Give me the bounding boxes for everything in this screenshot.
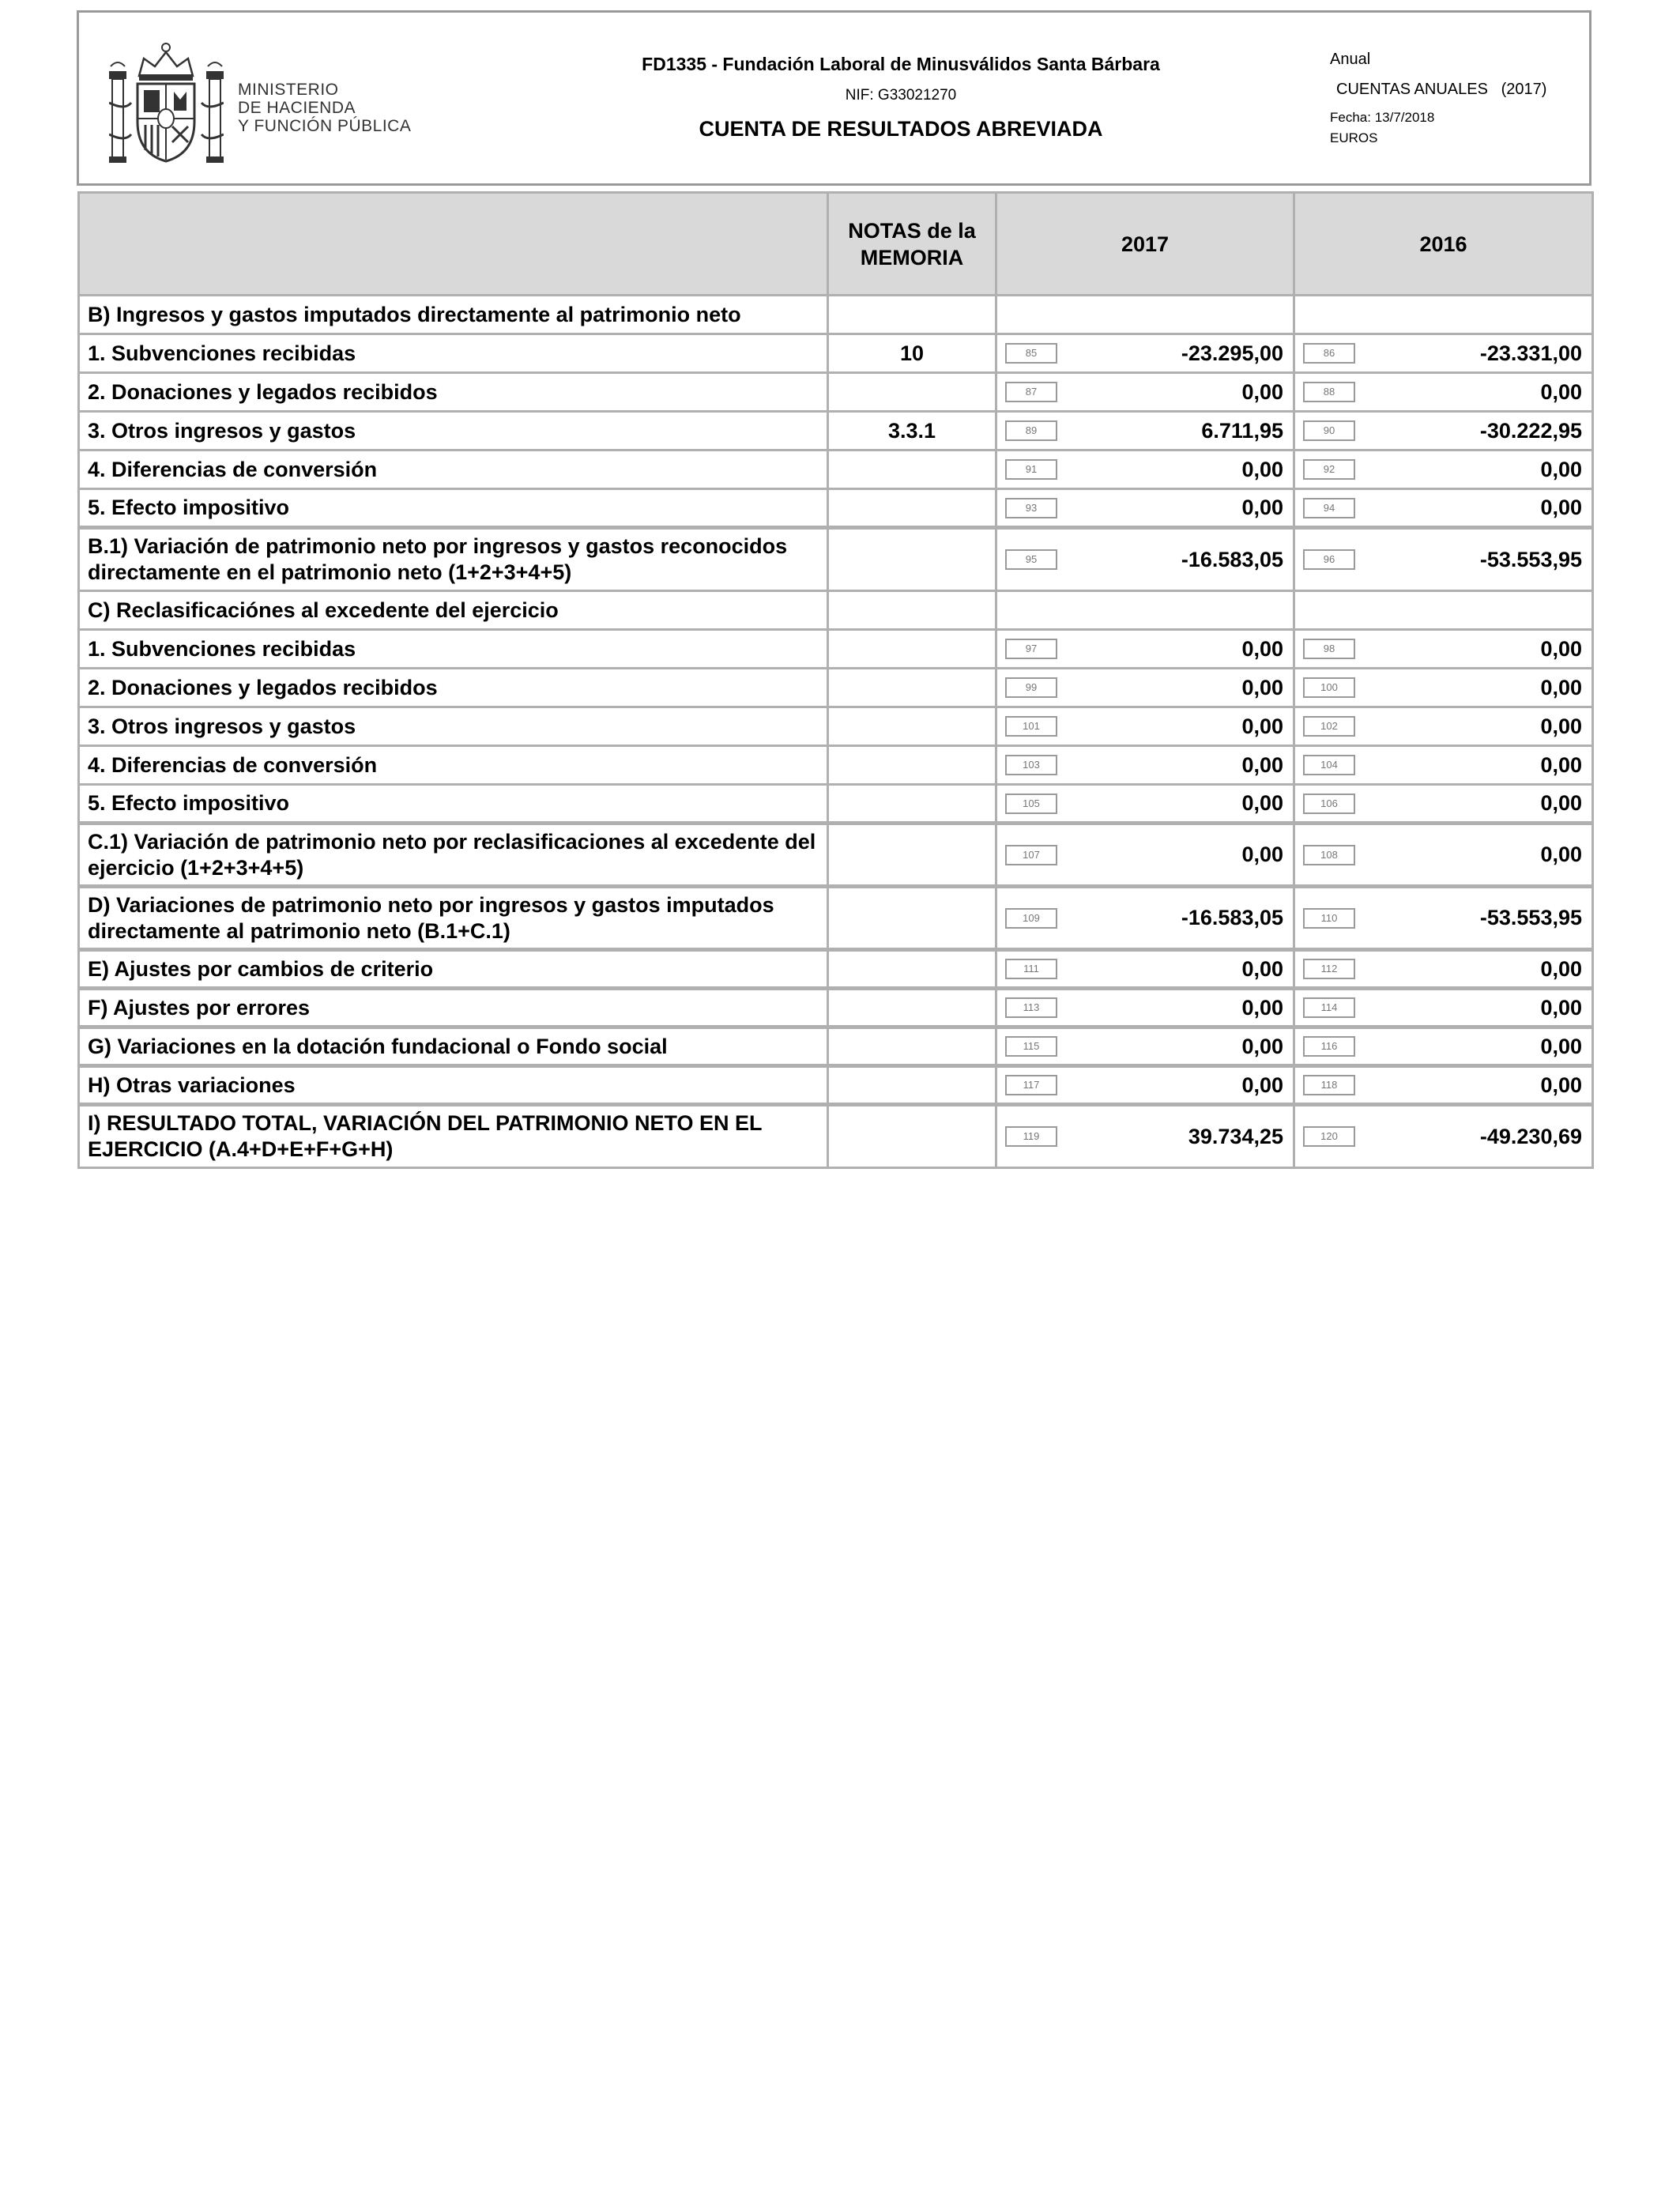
row-label: 4. Diferencias de conversión xyxy=(79,450,828,489)
row-label: D) Variaciones de patrimonio neto por ingresos y gastos imputados directamente al patrimonio neto (B.1+C.1) xyxy=(79,887,828,950)
field-code-box: 86 xyxy=(1303,343,1355,364)
value-2017: 0,00 xyxy=(1241,995,1283,1020)
field-code-box: 88 xyxy=(1303,382,1355,402)
value-2017: 0,00 xyxy=(1241,1034,1283,1058)
table-row xyxy=(79,591,1593,630)
value-2016: -53.553,95 xyxy=(1479,547,1582,571)
field-code-box: 92 xyxy=(1303,459,1355,480)
value-2017: 0,00 xyxy=(1241,843,1283,866)
coat-of-arms-icon xyxy=(109,40,224,166)
table-row xyxy=(79,746,1593,785)
field-code-box: 104 xyxy=(1303,755,1355,775)
value-2016-cell xyxy=(1294,296,1593,334)
account-type: CUENTAS ANUALES (2017) xyxy=(1336,81,1547,98)
value-2017: 0,00 xyxy=(1241,791,1283,815)
field-code-box: 89 xyxy=(1005,420,1057,441)
value-2016-cell xyxy=(1294,450,1593,489)
value-2017-cell xyxy=(996,824,1294,887)
row-label: 3. Otros ingresos y gastos xyxy=(79,412,828,450)
table-row xyxy=(79,373,1593,412)
row-label: 5. Efecto impositivo xyxy=(79,785,828,824)
value-2017-cell xyxy=(996,373,1294,412)
field-code-box: 96 xyxy=(1303,549,1355,570)
table-row xyxy=(79,412,1593,450)
ministry-name xyxy=(238,81,411,135)
title-block xyxy=(569,52,1233,142)
field-code-box: 95 xyxy=(1005,549,1057,570)
value-2016-cell xyxy=(1294,1105,1593,1168)
ministry-line-3: Y FUNCIÓN PÚBLICA xyxy=(238,117,412,135)
field-code-box: 116 xyxy=(1303,1036,1355,1057)
document-header xyxy=(77,10,1591,186)
row-label: 1. Subvenciones recibidas xyxy=(79,334,828,373)
row-label: B) Ingresos y gastos imputados directamente al patrimonio neto xyxy=(79,296,828,334)
row-note: 3.3.1 xyxy=(828,412,996,450)
results-table xyxy=(77,191,1594,1169)
table-row xyxy=(79,887,1593,950)
value-2017-cell xyxy=(996,450,1294,489)
document-title: CUENTA DE RESULTADOS ABREVIADA xyxy=(699,117,1103,141)
value-2017: 0,00 xyxy=(1241,675,1283,699)
table-row xyxy=(79,669,1593,707)
value-2016: 0,00 xyxy=(1540,457,1582,481)
value-2016-cell xyxy=(1294,412,1593,450)
value-2016: 0,00 xyxy=(1540,752,1582,777)
row-note xyxy=(828,489,996,528)
value-2017-cell xyxy=(996,489,1294,528)
ministry-line-1: MINISTERIO xyxy=(238,81,339,99)
document-meta xyxy=(1330,49,1583,147)
value-2016: 0,00 xyxy=(1540,714,1582,738)
value-2016: -23.331,00 xyxy=(1479,341,1582,365)
row-note xyxy=(828,591,996,630)
row-note xyxy=(828,528,996,591)
value-2017-cell xyxy=(996,296,1294,334)
table-row xyxy=(79,950,1593,989)
value-2016-cell xyxy=(1294,707,1593,746)
row-note xyxy=(828,450,996,489)
value-2016: -53.553,95 xyxy=(1479,906,1582,929)
table-header-row xyxy=(79,193,1593,296)
field-code-box: 113 xyxy=(1005,997,1057,1018)
entity-title: FD1335 - Fundación Laboral de Minusválidos Santa Bárbara xyxy=(642,54,1160,74)
row-note xyxy=(828,1105,996,1168)
table-row xyxy=(79,989,1593,1027)
row-note xyxy=(828,1027,996,1066)
value-2016-cell xyxy=(1294,1027,1593,1066)
value-2016: 0,00 xyxy=(1540,1072,1582,1097)
value-2016: 0,00 xyxy=(1540,791,1582,815)
table-row xyxy=(79,785,1593,824)
table-row xyxy=(79,334,1593,373)
field-code-box: 107 xyxy=(1005,845,1057,865)
table-row xyxy=(79,528,1593,591)
value-2016: -49.230,69 xyxy=(1479,1124,1582,1148)
field-code-box: 111 xyxy=(1005,959,1057,979)
value-2017: 0,00 xyxy=(1241,636,1283,661)
row-label: C.1) Variación de patrimonio neto por reclasificaciones al excedente del ejercicio (1+2+3+4+5) xyxy=(79,824,828,887)
value-2017: 39.734,25 xyxy=(1188,1124,1283,1148)
value-2016-cell xyxy=(1294,887,1593,950)
value-2016: 0,00 xyxy=(1540,843,1582,866)
frequency: Anual xyxy=(1330,51,1371,68)
table-row xyxy=(79,1027,1593,1066)
value-2016-cell xyxy=(1294,1066,1593,1105)
field-code-box: 114 xyxy=(1303,997,1355,1018)
document-date: Fecha: 13/7/2018 xyxy=(1330,110,1435,125)
row-note xyxy=(828,887,996,950)
field-code-box: 103 xyxy=(1005,755,1057,775)
value-2017-cell xyxy=(996,989,1294,1027)
value-2016: 0,00 xyxy=(1540,636,1582,661)
value-2017-cell xyxy=(996,412,1294,450)
field-code-box: 97 xyxy=(1005,639,1057,659)
field-code-box: 109 xyxy=(1005,908,1057,929)
row-note xyxy=(828,373,996,412)
header-concept xyxy=(79,193,828,296)
field-code-box: 108 xyxy=(1303,845,1355,865)
field-code-box: 98 xyxy=(1303,639,1355,659)
value-2017: 0,00 xyxy=(1241,752,1283,777)
table-row xyxy=(79,296,1593,334)
value-2017: 6.711,95 xyxy=(1201,418,1283,443)
field-code-box: 94 xyxy=(1303,498,1355,518)
row-note: 10 xyxy=(828,334,996,373)
value-2017-cell xyxy=(996,950,1294,989)
field-code-box: 112 xyxy=(1303,959,1355,979)
row-label: G) Variaciones en la dotación fundacional o Fondo social xyxy=(79,1027,828,1066)
value-2016-cell xyxy=(1294,591,1593,630)
field-code-box: 91 xyxy=(1005,459,1057,480)
row-label: C) Reclasificaciónes al excedente del ejercicio xyxy=(79,591,828,630)
field-code-box: 85 xyxy=(1005,343,1057,364)
value-2016-cell xyxy=(1294,989,1593,1027)
row-note xyxy=(828,989,996,1027)
row-label: 5. Efecto impositivo xyxy=(79,489,828,528)
row-note xyxy=(828,1066,996,1105)
value-2016-cell xyxy=(1294,489,1593,528)
value-2017-cell xyxy=(996,746,1294,785)
value-2017: 0,00 xyxy=(1241,379,1283,404)
field-code-box: 87 xyxy=(1005,382,1057,402)
row-note xyxy=(828,785,996,824)
table-row xyxy=(79,489,1593,528)
ministry-line-2: DE HACIENDA xyxy=(238,99,356,117)
row-label: 3. Otros ingresos y gastos xyxy=(79,707,828,746)
row-label: I) RESULTADO TOTAL, VARIACIÓN DEL PATRIMONIO NETO EN EL EJERCICIO (A.4+D+E+F+G+H) xyxy=(79,1105,828,1168)
field-code-box: 119 xyxy=(1005,1126,1057,1147)
value-2017-cell xyxy=(996,528,1294,591)
field-code-box: 106 xyxy=(1303,794,1355,814)
value-2017-cell xyxy=(996,669,1294,707)
value-2017: -16.583,05 xyxy=(1181,547,1283,571)
row-label: F) Ajustes por errores xyxy=(79,989,828,1027)
field-code-box: 105 xyxy=(1005,794,1057,814)
value-2016-cell xyxy=(1294,950,1593,989)
value-2016-cell xyxy=(1294,373,1593,412)
row-note xyxy=(828,707,996,746)
row-label: 2. Donaciones y legados recibidos xyxy=(79,373,828,412)
table-row xyxy=(79,824,1593,887)
value-2017-cell xyxy=(996,887,1294,950)
value-2017-cell xyxy=(996,707,1294,746)
row-note xyxy=(828,746,996,785)
value-2016-cell xyxy=(1294,824,1593,887)
value-2016: 0,00 xyxy=(1540,675,1582,699)
value-2017-cell xyxy=(996,785,1294,824)
value-2017-cell xyxy=(996,591,1294,630)
field-code-box: 117 xyxy=(1005,1075,1057,1095)
value-2016-cell xyxy=(1294,746,1593,785)
value-2016: -30.222,95 xyxy=(1479,418,1582,443)
row-label: B.1) Variación de patrimonio neto por ingresos y gastos reconocidos directamente en el patrimonio neto (1+2+3+4+5) xyxy=(79,528,828,591)
table-row xyxy=(79,707,1593,746)
value-2017-cell xyxy=(996,1027,1294,1066)
value-2016-cell xyxy=(1294,669,1593,707)
header-year-2017: 2017 xyxy=(996,193,1294,296)
field-code-box: 115 xyxy=(1005,1036,1057,1057)
value-2016-cell xyxy=(1294,785,1593,824)
table-row xyxy=(79,1105,1593,1168)
value-2017-cell xyxy=(996,1105,1294,1168)
value-2016: 0,00 xyxy=(1540,956,1582,981)
header-year-2016: 2016 xyxy=(1294,193,1593,296)
value-2017-cell xyxy=(996,334,1294,373)
field-code-box: 90 xyxy=(1303,420,1355,441)
row-note xyxy=(828,669,996,707)
field-code-box: 100 xyxy=(1303,677,1355,698)
value-2016: 0,00 xyxy=(1540,995,1582,1020)
table-row xyxy=(79,1066,1593,1105)
value-2017-cell xyxy=(996,630,1294,669)
value-2017: 0,00 xyxy=(1241,496,1283,519)
row-label: 2. Donaciones y legados recibidos xyxy=(79,669,828,707)
field-code-box: 120 xyxy=(1303,1126,1355,1147)
value-2017: 0,00 xyxy=(1241,457,1283,481)
row-note xyxy=(828,950,996,989)
row-note xyxy=(828,630,996,669)
row-label: 1. Subvenciones recibidas xyxy=(79,630,828,669)
field-code-box: 110 xyxy=(1303,908,1355,929)
value-2016-cell xyxy=(1294,528,1593,591)
table-row xyxy=(79,450,1593,489)
row-note xyxy=(828,824,996,887)
value-2017-cell xyxy=(996,1066,1294,1105)
field-code-box: 102 xyxy=(1303,716,1355,737)
value-2017: -16.583,05 xyxy=(1181,906,1283,929)
value-2016: 0,00 xyxy=(1540,496,1582,519)
currency: EUROS xyxy=(1330,130,1378,145)
field-code-box: 101 xyxy=(1005,716,1057,737)
row-label: 4. Diferencias de conversión xyxy=(79,746,828,785)
row-label: H) Otras variaciones xyxy=(79,1066,828,1105)
value-2017: -23.295,00 xyxy=(1181,341,1283,365)
row-note xyxy=(828,296,996,334)
value-2016-cell xyxy=(1294,630,1593,669)
field-code-box: 99 xyxy=(1005,677,1057,698)
value-2017: 0,00 xyxy=(1241,956,1283,981)
value-2016: 0,00 xyxy=(1540,379,1582,404)
table-row xyxy=(79,630,1593,669)
value-2016-cell xyxy=(1294,334,1593,373)
header-notes: NOTAS de la MEMORIA xyxy=(828,193,996,296)
nif: NIF: G33021270 xyxy=(845,87,957,104)
field-code-box: 118 xyxy=(1303,1075,1355,1095)
field-code-box: 93 xyxy=(1005,498,1057,518)
value-2017: 0,00 xyxy=(1241,714,1283,738)
value-2016: 0,00 xyxy=(1540,1034,1582,1058)
value-2017: 0,00 xyxy=(1241,1072,1283,1097)
row-label: E) Ajustes por cambios de criterio xyxy=(79,950,828,989)
